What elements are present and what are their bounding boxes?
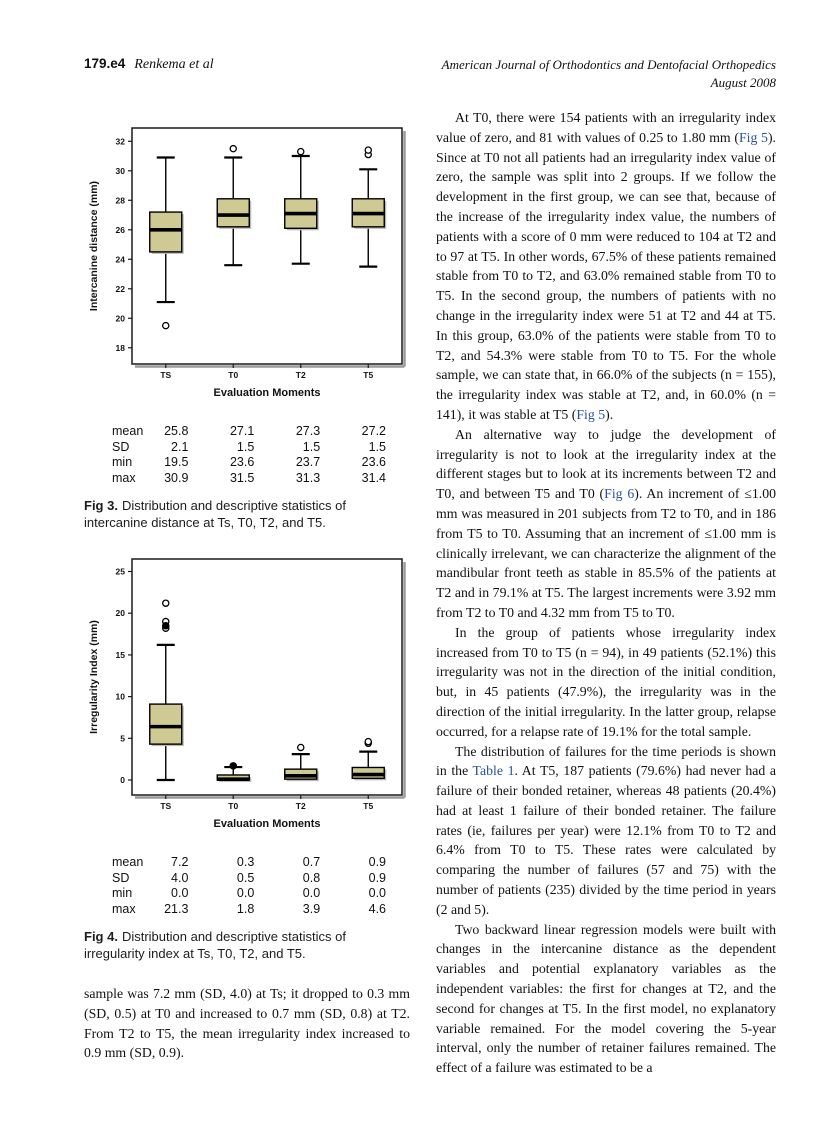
stats-value: 0.8 [302,870,321,885]
fig4-caption-text: Distribution and descriptive statistics of irregularity index at Ts, T0, T2, and T5. [84,929,346,961]
chart-text: 26 [115,224,125,235]
fig3-caption [84,498,410,531]
stats-value: 21.3 [164,901,189,916]
box-T0 [217,199,249,227]
stats-value: 27.2 [361,424,387,438]
stats-value: 23.6 [361,455,387,469]
citation-link[interactable]: Fig 5 [576,406,606,422]
page-header [84,56,776,91]
stats-row-label: max [112,470,136,485]
stats-row-label: min [112,886,133,900]
x-tick-label: T2 [295,801,306,811]
body-text: ). An increment of ≤1.00 mm was measured in 201 subjects from T2 to T0, and in 186 from T5 to T0. Assuming that an increment of ≤1.00 mm is clinically irrelevant, we can characterize the alignment of the mandibular front teeth as stable in 85.5% of the patients at T2 and in 79.1% at T5. The largest increments were 3.92 mm from T2 to T0 and 4.32 mm from T5 to T0. [436,486,776,620]
stats-value: 0.3 [236,855,255,869]
stats-row-label: SD [112,870,130,885]
body-paragraph [436,623,776,742]
chart-text: 25 [115,566,125,577]
outlier-point [230,146,236,152]
page-number: 179.e4 [84,56,126,71]
body-text: Two backward linear regression models were built with changes in the intercanine distance as the dependent variables and potential explanatory variables as the independent variables: the first for changes at T2, and the second for changes at T5. In the first model, no explanatory variable remained. For the model covering the 5-year interval, only the number of retainer failures remained. The effect of a failure was estimated to be a [436,921,776,1076]
outlier-point [163,600,169,606]
citation-link[interactable]: Fig 6 [604,486,635,502]
stats-row-label: mean [112,855,144,869]
outlier-point-filled [230,763,236,769]
fig3-boxplot-chart [84,118,410,418]
body-text: In the group of patients whose irregularity index increased from T0 to T5 (n = 94), in 49 patients (52.1%) this irregularity was not in the direction of the initial condition, but, in 45 patients (47.9%), the irregularity was in the direction of the initial irregularity. In the latter group, relapse occurred, for a relapse rate of 19.1% for the total sample. [436,624,776,739]
x-tick-label: TS [160,801,172,811]
chart-text: 28 [115,195,125,206]
x-tick-label: T2 [295,370,306,380]
stats-value: 2.1 [171,439,189,454]
journal-issue-date: August 2008 [710,74,776,90]
stats-value: 0.5 [236,870,255,885]
y-axis-label: Irregularity Index (mm) [88,620,100,734]
stats-row-label: min [112,455,133,469]
x-axis-label: Evaluation Moments [213,818,321,830]
journal-title: American Journal of Orthodontics and Dentofacial Orthopedics [441,57,776,72]
left-column-paragraph: sample was 7.2 mm (SD, 4.0) at Ts; it dropped to 0.3 mm (SD, 0.5) at T0 and increased to 0.7 mm (SD, 0.8) at T2. From T2 to T5, the mean irregularity index increased to 0.9 mm (SD, 0.9). [84,986,410,1061]
chart-text: 24 [115,254,125,265]
body-paragraph [436,108,776,425]
right-column [436,108,776,1078]
x-tick-label: T5 [363,370,374,380]
stats-row [112,886,410,902]
stats-value: 4.0 [171,870,189,885]
stats-value: 0.0 [236,886,255,900]
stats-value: 1.5 [302,439,321,454]
stats-row-label: max [112,901,136,916]
chart-text: 20 [115,608,125,619]
stats-row [112,855,410,871]
stats-value: 30.9 [164,470,189,485]
stats-value: 7.2 [171,855,189,869]
stats-row [112,440,410,456]
fig3-caption-label: Fig 3. [84,498,118,513]
chart-text: 5 [120,733,125,744]
x-axis-label: Evaluation Moments [213,387,321,399]
box-TS [150,212,182,252]
x-tick-label: TS [160,370,172,380]
stats-row-label: SD [112,439,130,454]
body-text: At T0, there were 154 patients with an irregularity index value of zero, and 81 with values of 0.25 to 1.80 mm ( [436,110,776,145]
body-text: ). Since at T0 not all patients had an irregularity index value of zero, the sample was split into 2 groups. If we follow the development in the first group, we can see that, because of the increase of the irregularity index value, the numbers of patients with a score of 0 mm were reduced to 104 at T2 and to 97 at T5. In other words, 67.5% of these patients remained stable from T0 to T2, and 63.0% remained stable from T0 to T5. In the second group, the numbers of patients with no change in the irregularity index were 51 at T2 and 44 at T5. In this group, 63.0% of the patients were stable from T0 to T2, and 54.3% were stable from T0 to T5. For the whole sample, we can state that, in 66.0% of the subjects (n = 155), the irregularity index was stable at T2, and, in 60.0% (n = 141), it was stable at T5 ( [436,129,776,422]
header-left [84,56,214,73]
fig4-caption-label: Fig 4. [84,929,118,944]
body-text: ). [605,406,614,422]
fig3-caption-text: Distribution and descriptive statistics of intercanine distance at Ts, T0, T2, and T5. [84,498,346,530]
outlier-point [298,149,304,155]
stats-value: 0.9 [368,855,387,869]
stats-value: 27.3 [295,424,321,438]
stats-value: 3.9 [302,901,321,916]
stats-value: 0.0 [368,886,387,900]
body-paragraph [436,920,776,1078]
chart-text: 10 [115,691,125,702]
two-column-body [84,108,776,1078]
chart-text: 18 [115,342,125,353]
stats-row [112,455,410,471]
stats-row [112,902,410,918]
x-tick-label: T0 [228,801,239,811]
stats-value: 23.6 [229,455,255,469]
x-tick-label: T5 [363,801,374,811]
stats-value: 0.9 [368,870,387,885]
chart-text: 15 [115,649,125,660]
figure-3 [84,118,410,531]
stats-row [112,471,410,487]
outlier-point [365,147,371,153]
outlier-point [365,739,371,745]
chart-text: 20 [115,313,125,324]
stats-value: 23.7 [295,455,321,469]
body-paragraph [436,742,776,920]
body-text: The distribution of failures for the time periods is shown in the [436,743,776,779]
fig4-stats-table [112,855,410,917]
running-authors: Renkema et al [134,57,214,72]
header-right [442,56,776,91]
stats-value: 27.1 [229,424,255,438]
stats-value: 1.8 [236,901,255,916]
stats-value: 25.8 [164,424,189,438]
stats-value: 31.4 [361,470,387,485]
y-axis-label: Intercanine distance (mm) [88,180,100,312]
chart-text: 32 [115,136,125,147]
stats-value: 1.5 [368,439,387,454]
chart-text: 22 [115,283,125,294]
outlier-point [298,744,304,750]
left-column [84,108,410,1078]
figure-4 [84,549,410,962]
fig4-boxplot-chart [84,549,410,849]
citation-link[interactable]: Fig 5 [738,129,768,145]
chart-text: 30 [115,165,125,176]
outlier-point-filled [163,623,169,629]
stats-row-label: mean [112,424,144,438]
stats-value: 0.7 [302,855,321,869]
stats-value: 19.5 [164,455,189,469]
stats-value: 4.6 [368,901,387,916]
stats-row [112,871,410,887]
stats-value: 31.5 [229,470,255,485]
stats-value: 31.3 [295,470,321,485]
body-text: . At T5, 187 patients (79.6%) had never had a failure of their bonded retainer, whereas 48 patients (20.4%) had at least 1 failure of their bonded retainer. The failure rates (ie, failures per year) were 12.1% from T0 to T2 and 6.4% from T0 to T5. These rates were calculated by comparing the number of failures (57 and 75) with the number of patients (235) divided by the time period in years (2 and 5). [436,763,776,917]
box-TS [150,704,182,744]
fig3-stats-table [112,424,410,486]
citation-link[interactable]: Table 1 [472,763,515,779]
fig4-caption [84,929,410,962]
stats-value: 1.5 [236,439,255,454]
x-tick-label: T0 [228,370,239,380]
body-text: An alternative way to judge the development of irregularity is not to look at the irregularity index at the different stages but to look at its increments between T2 and T0, and between T5 and T0 ( [436,426,776,502]
chart-text: 0 [120,774,125,785]
stats-row [112,424,410,440]
stats-value: 0.0 [171,886,189,900]
stats-value: 0.0 [302,886,321,900]
body-paragraph [436,425,776,623]
outlier-point [163,323,169,329]
